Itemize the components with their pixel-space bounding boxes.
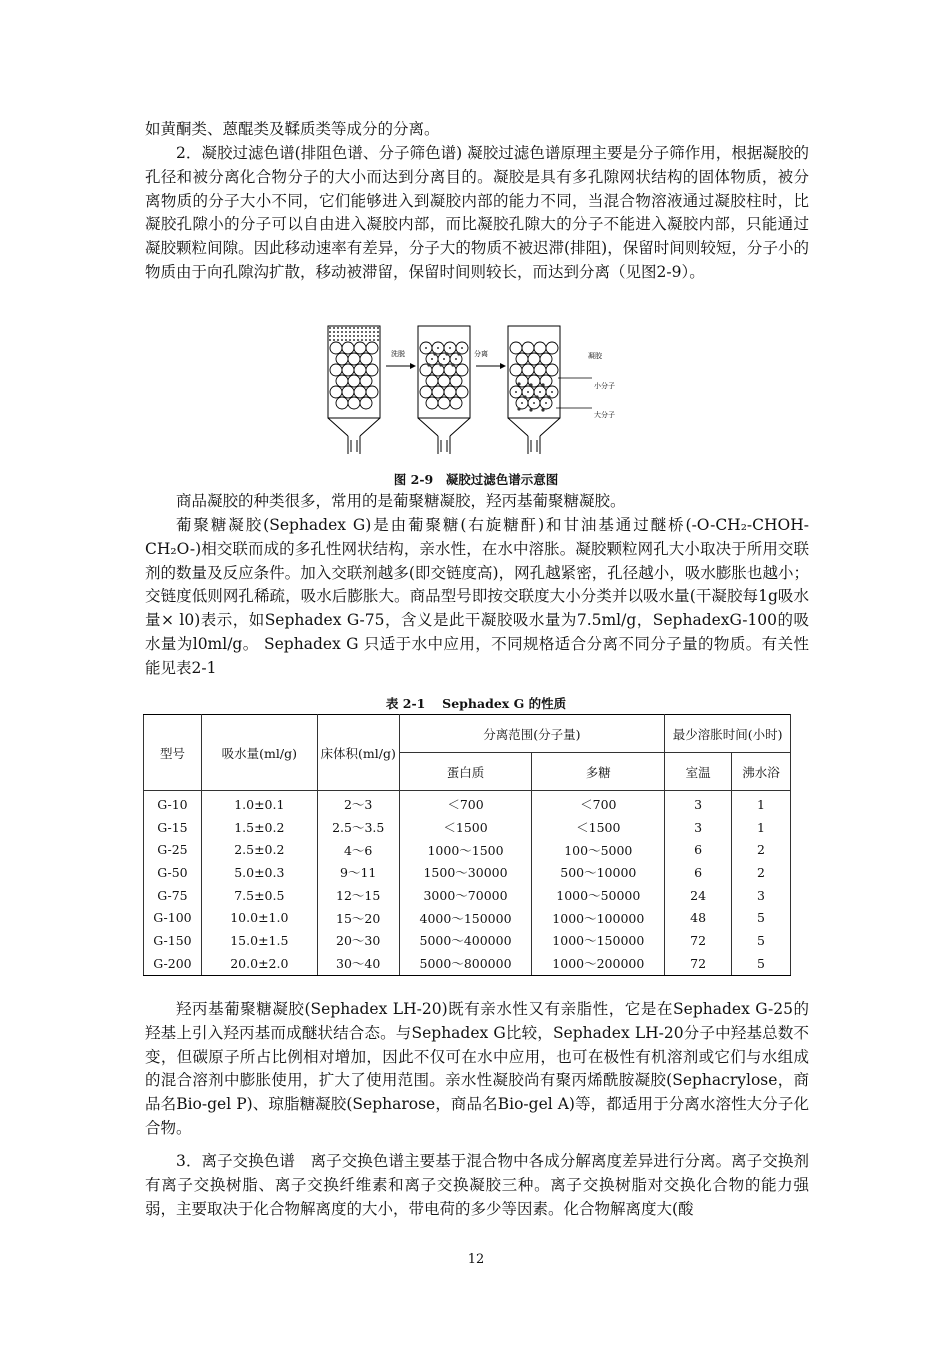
table-cell: ＜700	[399, 791, 532, 816]
header-room-temp: 室温	[665, 753, 732, 791]
column-1	[328, 326, 380, 454]
header-polysaccharide: 多糖	[532, 753, 665, 791]
label-gel: 凝胶	[588, 352, 602, 360]
table-cell: G-10	[144, 791, 202, 816]
table-row	[144, 816, 791, 839]
table-cell: 3	[665, 816, 732, 839]
table-cell: 15.0±1.5	[201, 929, 317, 952]
table-cell: 1	[732, 816, 791, 839]
paragraph-sephadex-lh20: 羟丙基葡聚糖凝胶(Sephadex LH-20)既有亲水性又有亲脂性，它是在Sephadex G-25的羟基上引入羟丙基而成醚状结合态。与Sephadex G比较，Sephadex LH-20分子中羟基总数不变，但碳原子所占比例相对增加，因此不仅可在水中应用，也可在极性有机溶剂或它们与水组成的混合溶剂中膨胀使用，扩大了使用范围。亲水性凝胶尚有聚丙烯酰胺凝胶(Sephacrylose，商品名Bio-gel P)、琼脂糖凝胶(Sepharose，商品名Bio-gel A)等，都适用于分离水溶性大分子化合物。	[145, 1000, 809, 1137]
label-large-molecule: 大分子	[594, 411, 615, 419]
table-cell: 5	[732, 952, 791, 975]
table-cell: 3	[732, 884, 791, 907]
table-row	[144, 906, 791, 929]
table-cell: 72	[665, 929, 732, 952]
table-cell: 4000～150000	[399, 906, 532, 929]
table-cell: 5000～400000	[399, 929, 532, 952]
table-cell: 5	[732, 929, 791, 952]
table-cell: 2	[732, 838, 791, 861]
table-row	[144, 929, 791, 952]
table-cell: 5.0±0.3	[201, 861, 317, 884]
column-3	[508, 326, 560, 454]
table-cell: 500～10000	[532, 861, 665, 884]
table-cell: 4～6	[317, 838, 399, 861]
table-row	[144, 861, 791, 884]
label-step1: 洗脱	[391, 350, 405, 358]
sephadex-table	[143, 714, 791, 976]
header-protein: 蛋白质	[399, 753, 532, 791]
table-cell: 1000～200000	[532, 952, 665, 975]
table-cell: 6	[665, 861, 732, 884]
table-cell: G-50	[144, 861, 202, 884]
table-cell: 1000～100000	[532, 906, 665, 929]
table-cell: 1000～150000	[532, 929, 665, 952]
table-cell: G-150	[144, 929, 202, 952]
table-cell: 2.5～3.5	[317, 816, 399, 839]
paragraph-commercial-gels: 商品凝胶的种类很多，常用的是葡聚糖凝胶，羟丙基葡聚糖凝胶。	[176, 492, 626, 510]
table-cell: 48	[665, 906, 732, 929]
table-cell: 1500～30000	[399, 861, 532, 884]
table-cell: 1	[732, 791, 791, 816]
table-cell: 72	[665, 952, 732, 975]
paragraph-ion-exchange: 3．离子交换色谱 离子交换色谱主要基于混合物中各成分解离度差异进行分离。离子交换剂有离子交换树脂、离子交换纤维素和离子交换凝胶三种。离子交换树脂对交换化合物的能力强弱，主要取决于化合物解离度的大小，带电荷的多少等因素。化合物解离度大(酸	[145, 1152, 809, 1218]
paragraph-sephadex-g: 葡聚糖凝胶(Sephadex G)是由葡聚糖(右旋糖酐)和甘油基通过醚桥(-O-CH₂-CHOH-CH₂O-)相交联而成的多孔性网状结构，亲水性，在水中溶胀。凝胶颗粒网孔大小取决于所用交联剂的数量及反应条件。加入交联剂越多(即交链度高)，网孔越紧密，孔径越小，吸水膨胀也越小；交链度低则网孔稀疏，吸水后膨胀大。商品型号即按交联度大小分类并以吸水量(干凝胶每1g吸水量× l0)表示，如Sephadex G-75，含义是此干凝胶吸水量为7.5ml/g，SephadexG-100的吸水量为l0ml/g。 Sephadex G 只适于水中应用，不同规格适合分离不同分子量的物质。有关性能见表2-1	[145, 516, 809, 677]
table-cell: 9～11	[317, 861, 399, 884]
table-cell: 5000～800000	[399, 952, 532, 975]
table-cell: 1.5±0.2	[201, 816, 317, 839]
paragraph-gel-filtration: 2．凝胶过滤色谱(排阻色谱、分子筛色谱) 凝胶过滤色谱原理主要是分子筛作用，根据凝胶的孔径和被分离化合物分子的大小而达到分离目的。凝胶是具有多孔隙网状结构的固体物质，被分离物质的分子大小不同，它们能够进入到凝胶内部的能力不同，当混合物溶液通过凝胶柱时，比凝胶孔隙小的分子可以自由进入凝胶内部，而比凝胶孔隙大的分子不能进入凝胶内部，只能通过凝胶颗粒间隙。因此移动速率有差异，分子大的物质不被迟滞(排阻)，保留时间则较短，分子小的物质由于向孔隙沟扩散，移动被滞留，保留时间则较长，而达到分离（见图2-9）。	[145, 144, 809, 281]
header-separation-range: 分离范围(分子量)	[399, 715, 665, 753]
gel-filtration-diagram	[300, 318, 640, 458]
table-cell: 100～5000	[532, 838, 665, 861]
table-cell: ＜1500	[532, 816, 665, 839]
table-body	[144, 791, 791, 976]
table-row	[144, 884, 791, 907]
table-row	[144, 952, 791, 975]
table-row	[144, 791, 791, 816]
table-caption: 表 2-1 Sephadex G 的性质	[385, 696, 567, 711]
table-cell: G-100	[144, 906, 202, 929]
table-cell: 30～40	[317, 952, 399, 975]
table-cell: ＜700	[532, 791, 665, 816]
table-cell: 20～30	[317, 929, 399, 952]
table-cell: 12～15	[317, 884, 399, 907]
table-cell: G-200	[144, 952, 202, 975]
table-cell: 3	[665, 791, 732, 816]
header-water-regain: 吸水量(ml/g)	[201, 715, 317, 791]
label-small-molecule: 小分子	[594, 382, 615, 390]
table-cell: 1000～50000	[532, 884, 665, 907]
table-cell: 20.0±2.0	[201, 952, 317, 975]
table-cell: 24	[665, 884, 732, 907]
table-cell: 3000～70000	[399, 884, 532, 907]
header-model: 型号	[144, 715, 202, 791]
table-cell: 2～3	[317, 791, 399, 816]
table-cell: G-15	[144, 816, 202, 839]
table-cell: ＜1500	[399, 816, 532, 839]
page-number: 12	[467, 1252, 485, 1267]
table-cell: 1000～1500	[399, 838, 532, 861]
figure-caption: 图 2-9 凝胶过滤色谱示意图	[393, 472, 559, 487]
table-cell: 1.0±0.1	[201, 791, 317, 816]
paragraph-intro: 如黄酮类、蒽醌类及鞣质类等成分的分离。	[145, 120, 440, 138]
header-swelling-time: 最少溶胀时间(小时)	[665, 715, 791, 753]
table-cell: G-75	[144, 884, 202, 907]
header-boiling-bath: 沸水浴	[732, 753, 791, 791]
table-cell: 2	[732, 861, 791, 884]
table-row	[144, 838, 791, 861]
table-cell: 2.5±0.2	[201, 838, 317, 861]
label-step2: 分离	[474, 350, 488, 358]
table-cell: 5	[732, 906, 791, 929]
table-cell: 7.5±0.5	[201, 884, 317, 907]
table-cell: 10.0±1.0	[201, 906, 317, 929]
column-2	[418, 326, 470, 454]
table-cell: 6	[665, 838, 732, 861]
table-cell: 15～20	[317, 906, 399, 929]
table-cell: G-25	[144, 838, 202, 861]
header-bed-volume: 床体积(ml/g)	[317, 715, 399, 791]
